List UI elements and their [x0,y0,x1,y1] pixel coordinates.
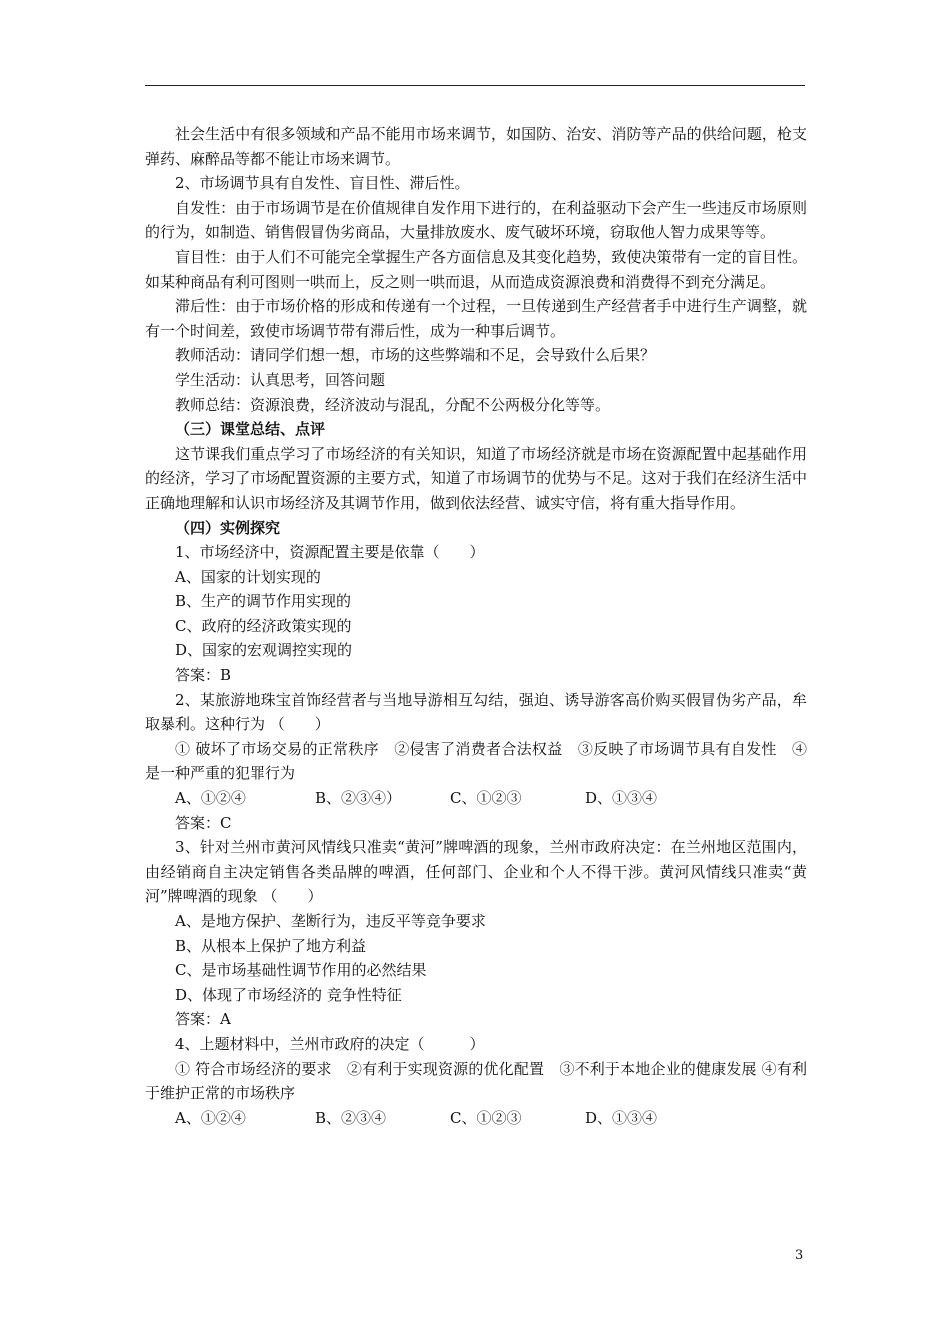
paragraph: 盲目性：由于人们不可能完全掌握生产各方面信息及其变化趋势，致使决策带有一定的盲目性。如某种商品有利可图则一哄而上，反之则一哄而退，从而造成资源浪费和消费得不到充分满足。 [145,247,807,291]
paragraph: 社会生活中有很多领域和产品不能用市场来调节，如国防、治安、消防等产品的供给问题，枪支弹药、麻醉品等都不能让市场来调节。 [145,125,807,168]
question-choice: C、政府的经济政策实现的 [175,616,352,635]
option: B、②③④ [315,1108,387,1127]
question-stem: 2、某旅游地珠宝首饰经营者与当地导游相互勾结，强迫、诱导游客高价购买假冒伪劣产品，牟取暴利。这种行为 （ ） [145,690,807,734]
options-row [145,786,807,811]
section-heading: （四）实例探究 [175,518,281,537]
paragraph: 滞后性：由于市场价格的形成和传递有一个过程，一旦传递到生产经营者手中进行生产调整，就有一个时间差，致使市场调节带有滞后性，成为一种事后调节。 [145,297,807,340]
header-rule [145,85,805,86]
paragraph: 教师总结：资源浪费，经济波动与混乱，分配不公两极分化等等。 [175,395,611,414]
question-stem: 1、市场经济中，资源配置主要是依靠（ ） [175,543,485,562]
question-choice: A、国家的计划实现的 [175,567,321,586]
option: D、①③④ [585,789,658,808]
options-row [145,1106,807,1131]
question-statements: ① 破坏了市场交易的正常秩序 ②侵害了消费者合法权益 ③反映了市场调节具有自发性 ④是一种严重的犯罪行为 [145,739,807,783]
option: B、②③④） [315,789,402,808]
question-choice: A、是地方保护、垄断行为，违反平等竞争要求 [175,912,486,930]
summary-paragraph: 这节课我们重点学习了市场经济的有关知识，知道了市场经济就是市场在资源配置中起基础作用的经济，学习了市场配置资源的主要方式，知道了市场调节的优势与不足。这对于我们在经济生活中正确地理解和认识市场经济及其调节作用，做到依法经营、诚实守信，将有重大指导作用。 [145,444,807,512]
question-stem: 4、上题材料中，兰州市政府的决定（ ） [175,1034,485,1053]
answer: 答案：B [175,666,232,685]
question-choice: D、体现了市场经济的 竞争性特征 [175,985,402,1004]
section-heading: （三）课堂总结、点评 [175,420,326,439]
option: C、①②③ [450,789,522,808]
paragraph: 学生活动：认真思考，回答问题 [175,370,386,389]
question-choice: C、是市场基础性调节作用的必然结果 [175,961,427,980]
question-stem: 3、针对兰州市黄河风情线只准卖“黄河”牌啤酒的现象，兰州市政府决定：在兰州地区范围内，由经销商自主决定销售各类品牌的啤酒，任何部门、企业和个人不得干涉。黄河风情线只准卖“黄河”牌啤酒的现象 （ ） [145,838,807,906]
question-choice: D、国家的宏观调控实现的 [175,641,353,660]
paragraph: 教师活动：请同学们想一想，市场的这些弊端和不足，会导致什么后果？ [175,346,656,365]
answer: 答案：A [175,1010,231,1029]
option: A、①②④ [175,1108,246,1127]
question-statements: ① 符合市场经济的要求 ②有利于实现资源的优化配置 ③不利于本地企业的健康发展 ④有利于维护正常的市场秩序 [145,1059,807,1103]
option: D、①③④ [585,1108,658,1127]
option: A、①②④ [175,789,246,808]
option: C、①②③ [450,1108,522,1127]
page-number: 3 [795,1248,804,1263]
question-choice: B、从根本上保护了地方利益 [175,936,367,955]
question-choice: B、生产的调节作用实现的 [175,592,352,611]
answer: 答案：C [175,813,232,832]
paragraph: 自发性：由于市场调节是在价值规律自发作用下进行的，在利益驱动下会产生一些违反市场原则的行为，如制造、销售假冒伪劣商品，大量排放废水、废气破坏环境，窃取他人智力成果等等。 [145,198,807,242]
paragraph: 2、市场调节具有自发性、盲目性、滞后性。 [175,174,470,193]
page-body [145,122,807,1130]
